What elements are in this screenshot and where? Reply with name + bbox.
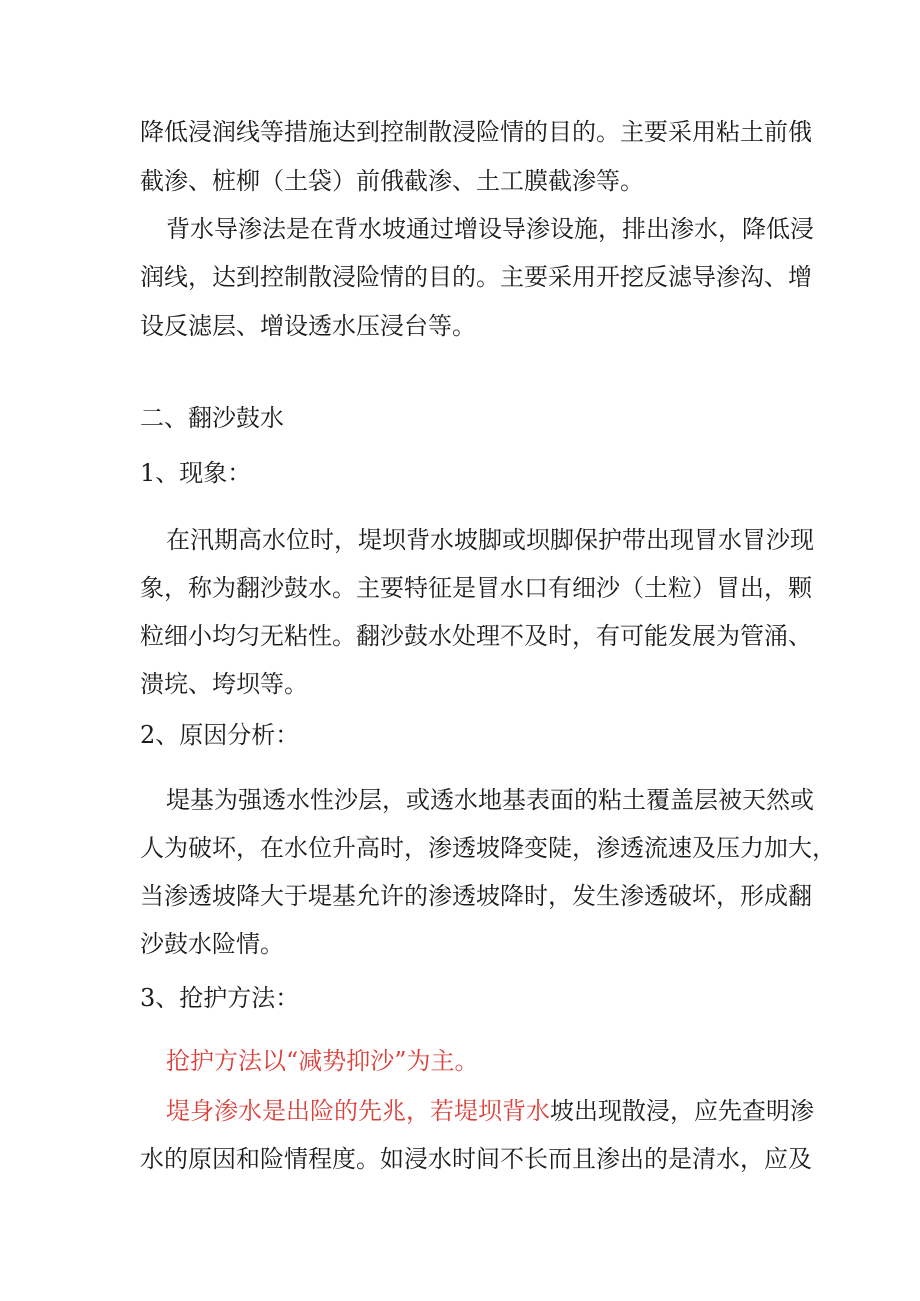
para6-line1-rest: 坡出现散浸，应先查明渗 [550,1097,814,1125]
para4-line4: 沙鼓水险情。 [140,930,284,958]
para3-line4: 溃垸、垮坝等。 [140,670,308,698]
para2-line3: 设反滤层、增设透水压浸台等。 [140,312,476,340]
para4-line2: 人为破坏，在水位升高时，渗透坡降变陡，渗透流速及压力加大， [140,834,836,862]
para2-line2: 润线，达到控制散浸险情的目的。主要采用开挖反滤导渗沟、增 [140,263,812,291]
section-title: 二、翻沙鼓水 [140,404,284,432]
para6-line1-highlight: 堤身渗水是出险的先兆，若堤坝背水 [166,1097,550,1125]
para3-line3: 粒细小均匀无粘性。翻沙鼓水处理不及时，有可能发展为管涌、 [140,622,812,650]
para6-line2: 水的原因和险情程度。如浸水时间不长而且渗出的是清水，应及 [140,1145,812,1173]
para5-line1: 抢护方法以“减势抑沙”为主。 [166,1047,479,1075]
para3-line2: 象，称为翻沙鼓水。主要特征是冒水口有细沙（土粒）冒出，颗 [140,574,812,602]
para4-line1: 堤基为强透水性沙层，或透水地基表面的粘土覆盖层被天然或 [166,786,814,814]
item2-heading: 2、原因分析： [140,721,300,749]
para6-line1 [166,1096,814,1126]
para2-line1: 背水导渗法是在背水坡通过增设导渗设施，排出渗水，降低浸 [166,215,814,243]
para3-line1: 在汛期高水位时，堤坝背水坡脚或坝脚保护带出现冒水冒沙现 [166,526,814,554]
para1-line1: 降低浸润线等措施达到控制散浸险情的目的。主要采用粘土前俄 [140,118,812,146]
para4-line3: 当渗透坡降大于堤基允许的渗透坡降时，发生渗透破坏，形成翻 [140,882,812,910]
item1-heading: 1、现象： [140,459,252,487]
item3-heading: 3、抢护方法： [140,984,300,1012]
para1-line2: 截渗、桩柳（土袋）前俄截渗、土工膜截渗等。 [140,167,644,195]
